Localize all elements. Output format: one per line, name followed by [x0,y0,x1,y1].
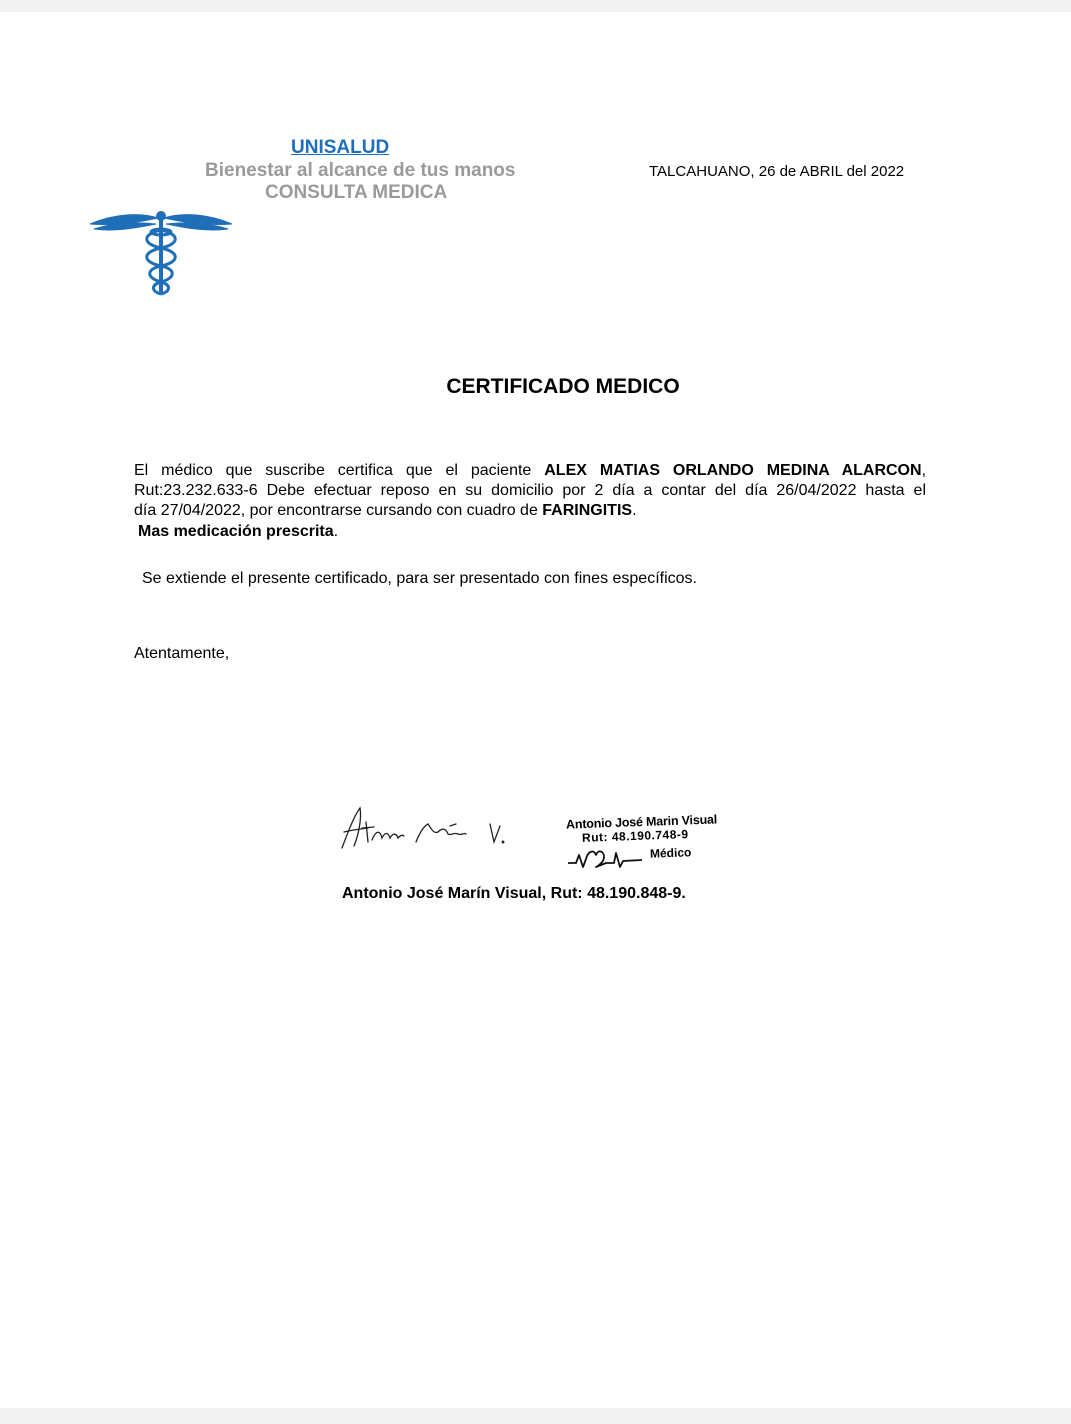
certificate-page [0,12,1071,1408]
body-line-3: día 27/04/2022, por encontrarse cursando con cuadro de FARINGITIS. [134,502,637,519]
certificate-body [134,461,926,521]
closing: Atentamente, [134,645,230,662]
document-title: CERTIFICADO MEDICO [446,375,680,398]
brand-department: CONSULTA MEDICA [265,182,448,203]
medication-note: Mas medicación prescrita. [138,523,339,540]
body-line-1: El médico que suscribe certifica que el paciente ALEX MATIAS ORLANDO MEDINA ALARCON, [134,462,927,479]
patient-name: ALEX MATIAS ORLANDO MEDINA ALARCON [544,462,922,479]
heartbeat-icon [566,843,646,869]
stamp-name: Antonio José Marin Visual [565,812,718,832]
doctor-stamp [560,809,730,871]
body-line-2: Rut:23.232.633-6 Debe efectuar reposo en su domicilio por 2 día a contar del día 26/04/2022 hasta el [134,482,926,499]
caduceus-icon [88,202,234,298]
brand-tagline: Bienestar al alcance de tus manos [205,160,516,181]
brand-name: UNISALUD [291,137,390,158]
stamp-rut: Rut: 48.190.748-9 [581,827,689,845]
stamp-title: Médico [649,845,692,861]
handwritten-signature [338,802,508,852]
place-date: TALCAHUANO, 26 de ABRIL del 2022 [649,163,905,180]
diagnosis: FARINGITIS [542,502,633,519]
extension-statement: Se extiende el presente certificado, para ser presentado con fines específicos. [142,570,697,587]
signer-line: Antonio José Marín Visual, Rut: 48.190.848-9. [342,885,686,902]
